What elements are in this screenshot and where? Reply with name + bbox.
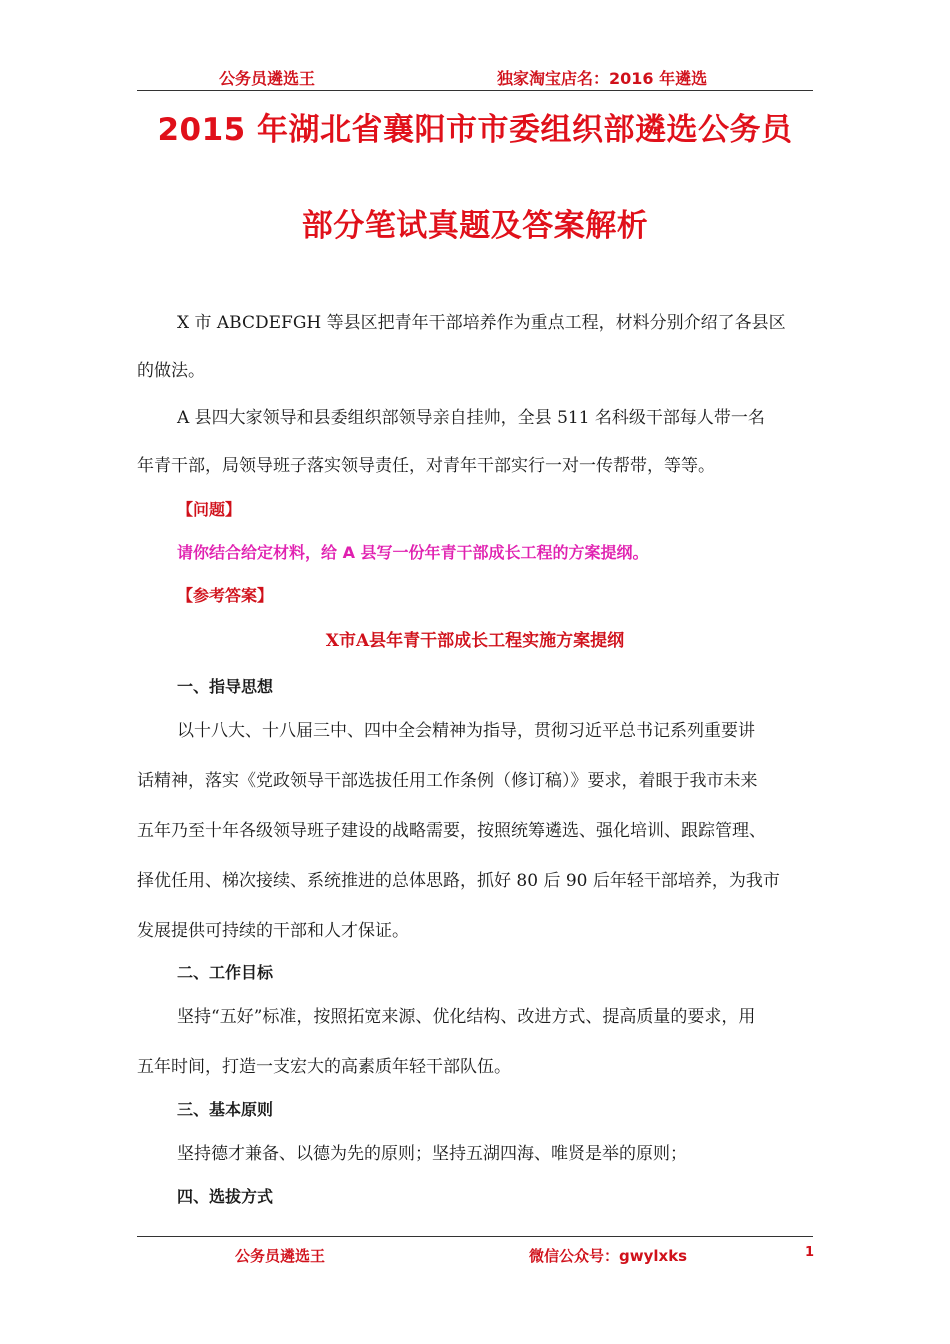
document-title-line-2: 部分笔试真题及答案解析 xyxy=(301,208,649,244)
section-heading: 三、基本原则 xyxy=(177,1100,274,1119)
question-label: 【问题】 xyxy=(177,500,242,519)
document-title-line-1: 2015 年湖北省襄阳市市委组织部遴选公务员 xyxy=(157,112,793,148)
footer-left: 公务员遴选王 xyxy=(235,1247,326,1265)
header-left: 公务员遴选王 xyxy=(219,69,316,88)
paragraph-line: 年青干部，局领导班子落实领导责任，对青年干部实行一对一传帮带，等等。 xyxy=(137,456,715,476)
page-number: 1 xyxy=(805,1245,815,1260)
paragraph-line: 坚持“五好”标准，按照拓宽来源、优化结构、改进方式、提高质量的要求，用 xyxy=(177,1007,756,1027)
paragraph-line: A 县四大家领导和县委组织部领导亲自挂帅，全县 511 名科级干部每人带一名 xyxy=(177,408,765,428)
section-heading: 四、选拔方式 xyxy=(177,1187,274,1206)
section-heading: 二、工作目标 xyxy=(177,963,274,982)
paragraph-line: 择优任用、梯次接续、系统推进的总体思路，抓好 80 后 90 后年轻干部培养，为我市 xyxy=(137,871,780,891)
section-heading: 一、指导思想 xyxy=(177,677,274,696)
paragraph-line: 以十八大、十八届三中、四中全会精神为指导，贯彻习近平总书记系列重要讲 xyxy=(177,721,755,741)
paragraph-line: X 市 ABCDEFGH 等县区把青年干部培养作为重点工程，材料分别介绍了各县区 xyxy=(177,313,786,333)
paragraph-line: 发展提供可持续的干部和人才保证。 xyxy=(137,921,409,941)
page-footer xyxy=(137,1236,813,1267)
footer-wechat: 微信公众号：gwylxks xyxy=(529,1247,688,1265)
header-right: 独家淘宝店名：2016 年遴选 xyxy=(497,69,708,88)
paragraph-line: 五年时间，打造一支宏大的高素质年轻干部队伍。 xyxy=(137,1057,511,1077)
paragraph-line: 的做法。 xyxy=(137,361,205,381)
page-header xyxy=(137,64,813,91)
answer-label: 【参考答案】 xyxy=(177,586,274,605)
paragraph-line: 坚持德才兼备、以德为先的原则；坚持五湖四海、唯贤是举的原则； xyxy=(177,1144,687,1164)
paragraph-line: 话精神，落实《党政领导干部选拔任用工作条例（修订稿）》要求，着眼于我市未来 xyxy=(137,771,758,791)
paragraph-line: 五年乃至十年各级领导班子建设的战略需要，按照统筹遴选、强化培训、跟踪管理、 xyxy=(137,821,766,841)
question-text: 请你结合给定材料，给 A 县写一份年青干部成长工程的方案提纲。 xyxy=(177,543,649,562)
plan-title: X市A县年青干部成长工程实施方案提纲 xyxy=(325,631,625,651)
